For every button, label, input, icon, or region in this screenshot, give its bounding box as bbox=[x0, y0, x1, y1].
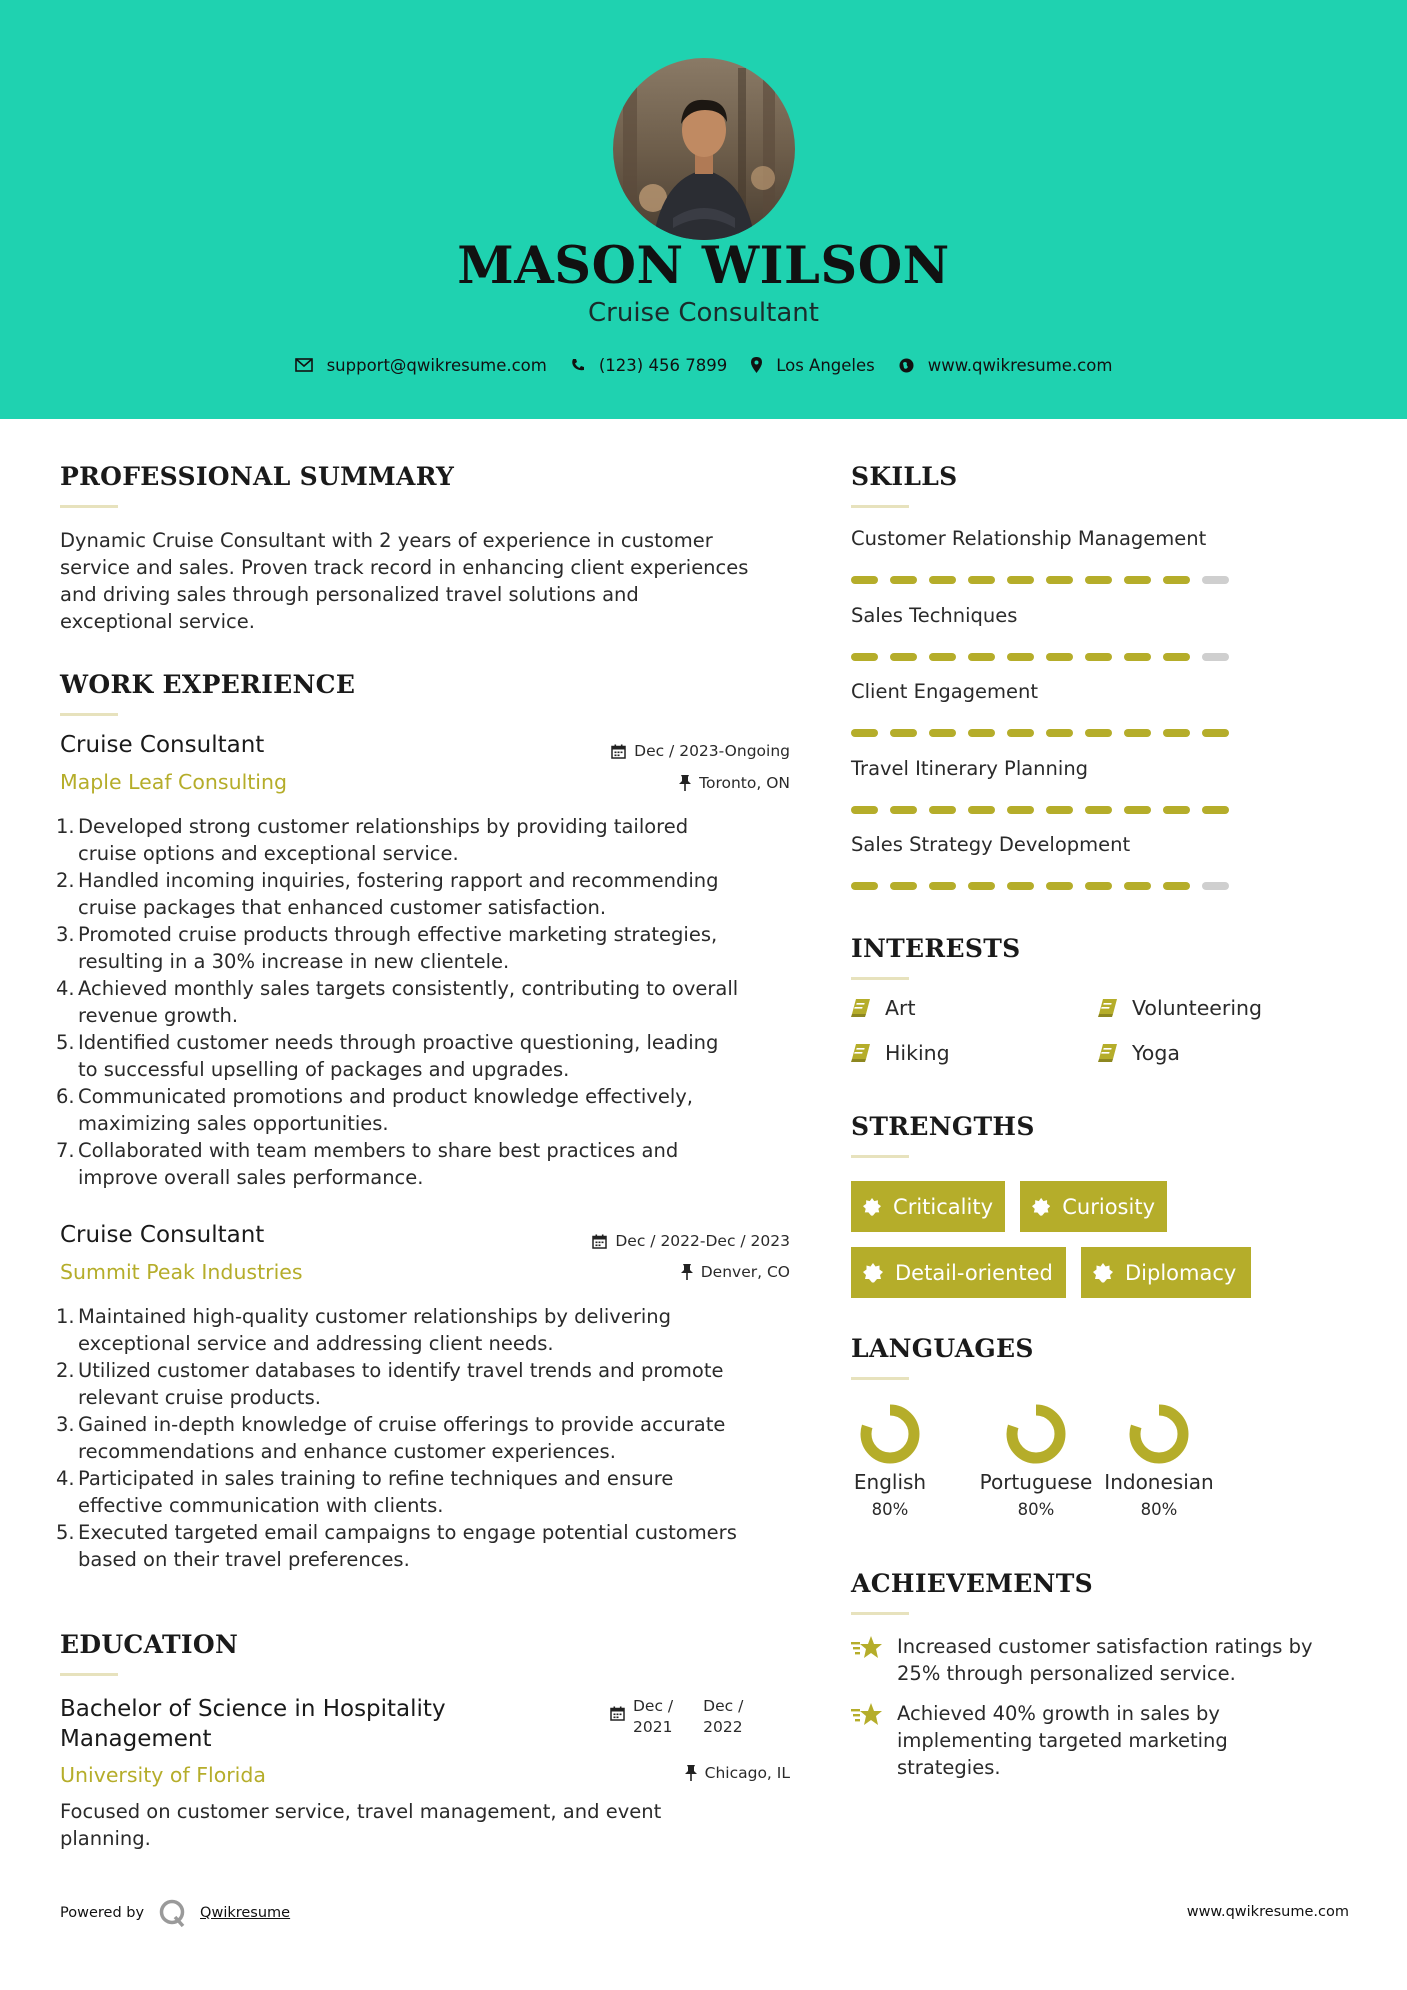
qwikresume-logo-icon bbox=[158, 1898, 188, 1928]
skill-dash-filled bbox=[929, 653, 956, 661]
strength-tag: Curiosity bbox=[1020, 1181, 1167, 1232]
job-1-title: Cruise Consultant bbox=[60, 732, 265, 758]
skill-meter bbox=[851, 806, 1229, 814]
star-icon bbox=[851, 1702, 883, 1728]
list-item: 1. Maintained high-quality customer relationships by delivering exceptional service and addressing client needs. bbox=[56, 1305, 671, 1355]
calendar-icon bbox=[611, 744, 626, 759]
map-pin-icon bbox=[751, 357, 762, 373]
list-item: 6. Communicated promotions and product knowledge effectively, maximizing sales opportunities. bbox=[56, 1085, 693, 1135]
achievement-item: Increased customer satisfaction ratings by 25% through personalized service. bbox=[851, 1633, 1351, 1687]
skill-name: Customer Relationship Management bbox=[851, 527, 1207, 550]
skill-dash-filled bbox=[1163, 806, 1190, 814]
profile-photo bbox=[613, 58, 795, 240]
skill-dash-empty bbox=[1202, 882, 1229, 890]
skill-dash-filled bbox=[968, 653, 995, 661]
job-1-dates: Dec / 2023-Ongoing bbox=[611, 742, 790, 760]
interests-title: INTERESTS bbox=[851, 934, 1021, 963]
skill-dash-filled bbox=[968, 576, 995, 584]
list-item: 4. Participated in sales training to refine techniques and ensure effective communication with clients. bbox=[56, 1467, 674, 1517]
skill-meter bbox=[851, 729, 1229, 737]
interests-divider bbox=[851, 977, 909, 980]
job-2-bullets bbox=[56, 1303, 800, 1573]
book-icon bbox=[851, 998, 871, 1018]
phone-text: (123) 456 7899 bbox=[598, 355, 728, 375]
language-ring-arc bbox=[1135, 1410, 1183, 1458]
skill-dash-filled bbox=[929, 729, 956, 737]
strength-tag: Detail-oriented bbox=[851, 1247, 1066, 1298]
book-icon bbox=[1098, 998, 1118, 1018]
skill-dash-filled bbox=[851, 653, 878, 661]
interest-item: Yoga bbox=[1098, 1041, 1180, 1065]
calendar-icon bbox=[592, 1234, 607, 1249]
skill-dash-filled bbox=[1163, 882, 1190, 890]
badge-icon bbox=[863, 1197, 881, 1217]
contact-website[interactable] bbox=[899, 356, 1113, 375]
footer-website[interactable]: www.qwikresume.com bbox=[1186, 1904, 1349, 1920]
skill-dash-filled bbox=[968, 882, 995, 890]
list-item: 2. Handled incoming inquiries, fostering rapport and recommending cruise packages that enhanced customer satisfaction. bbox=[56, 869, 719, 919]
language-ring bbox=[1127, 1402, 1191, 1466]
education-dates bbox=[610, 1696, 743, 1738]
skill-dash-filled bbox=[1007, 576, 1034, 584]
skills-title: SKILLS bbox=[851, 462, 958, 491]
skill-dash-filled bbox=[1202, 806, 1229, 814]
skill-dash-filled bbox=[1007, 729, 1034, 737]
skill-dash-filled bbox=[968, 729, 995, 737]
interest-item: Volunteering bbox=[1098, 996, 1262, 1020]
calendar-icon bbox=[610, 1706, 625, 1721]
list-item: 2. Utilized customer databases to identify travel trends and promote relevant cruise products. bbox=[56, 1359, 724, 1409]
language-item bbox=[820, 1402, 960, 1519]
skill-dash-empty bbox=[1202, 576, 1229, 584]
skill-dash-filled bbox=[1163, 729, 1190, 737]
skill-name: Travel Itinerary Planning bbox=[851, 756, 1089, 780]
interest-item: Art bbox=[851, 996, 916, 1020]
education-description: Focused on customer service, travel management, and event planning. bbox=[60, 1800, 662, 1850]
skill-name: Client Engagement bbox=[851, 680, 1039, 703]
contact-phone[interactable] bbox=[571, 356, 727, 375]
skill-dash-filled bbox=[1124, 576, 1151, 584]
skill-dash-filled bbox=[1124, 729, 1151, 737]
location-text: Los Angeles bbox=[776, 355, 875, 375]
header-band bbox=[0, 0, 1407, 419]
skill-dash-filled bbox=[890, 576, 917, 584]
list-item: 3. Promoted cruise products through effective marketing strategies, resulting in a 30% increase in new clientele. bbox=[56, 923, 718, 973]
skill-dash-filled bbox=[1085, 729, 1112, 737]
skill-dash-filled bbox=[968, 806, 995, 814]
summary-text: Dynamic Cruise Consultant with 2 years of experience in customer service and sales. Proven track record in enhancing client experiences and driving sales through personalized travel solutions and exceptional service. bbox=[60, 529, 749, 633]
strength-tag: Criticality bbox=[851, 1181, 1005, 1232]
skill-dash-filled bbox=[1046, 653, 1073, 661]
language-ring bbox=[858, 1402, 922, 1466]
skill-dash-filled bbox=[1124, 882, 1151, 890]
strengths-title: STRENGTHS bbox=[851, 1112, 1035, 1141]
skill-dash-filled bbox=[929, 806, 956, 814]
skill-dash-filled bbox=[1046, 882, 1073, 890]
education-location: Chicago, IL bbox=[685, 1764, 790, 1782]
achievements-title: ACHIEVEMENTS bbox=[851, 1569, 1093, 1598]
achievements-divider bbox=[851, 1612, 909, 1615]
education-divider bbox=[60, 1673, 118, 1676]
footer-powered-by: Powered by Qwikresume bbox=[60, 1898, 290, 1928]
skill-dash-filled bbox=[890, 806, 917, 814]
experience-title: WORK EXPERIENCE bbox=[60, 670, 356, 699]
experience-divider bbox=[60, 713, 118, 716]
skill-meter bbox=[851, 576, 1229, 584]
education-title: EDUCATION bbox=[60, 1630, 239, 1659]
language-ring-arc bbox=[866, 1410, 914, 1458]
skill-dash-filled bbox=[851, 576, 878, 584]
education-start: Dec / 2021 bbox=[633, 1697, 674, 1736]
list-item: 5. Executed targeted email campaigns to engage potential customers based on their travel preferences. bbox=[56, 1521, 737, 1571]
languages-title: LANGUAGES bbox=[851, 1334, 1034, 1363]
candidate-name: MASON WILSON bbox=[457, 236, 950, 296]
strengths-divider bbox=[851, 1155, 909, 1158]
phone-icon bbox=[571, 358, 585, 372]
degree-title: Bachelor of Science in Hospitality Management bbox=[60, 1696, 446, 1752]
list-item: 7. Collaborated with team members to share best practices and improve overall sales performance. bbox=[56, 1139, 679, 1189]
job-2-title: Cruise Consultant bbox=[60, 1222, 265, 1248]
languages-divider bbox=[851, 1377, 909, 1380]
badge-icon bbox=[863, 1263, 883, 1283]
badge-icon bbox=[1093, 1263, 1113, 1283]
job-2-company: Summit Peak Industries bbox=[60, 1260, 303, 1284]
job-1-location: Toronto, ON bbox=[679, 774, 790, 792]
skill-dash-filled bbox=[1163, 576, 1190, 584]
job-2-location: Denver, CO bbox=[681, 1263, 790, 1281]
skill-dash-filled bbox=[1124, 806, 1151, 814]
website-text: www.qwikresume.com bbox=[927, 355, 1113, 375]
skill-meter bbox=[851, 882, 1229, 890]
language-ring bbox=[1004, 1402, 1068, 1466]
pushpin-icon bbox=[679, 775, 691, 791]
list-item: 5. Identified customer needs through proactive questioning, leading to successful upselling of packages and upgrades. bbox=[56, 1031, 719, 1081]
skill-dash-filled bbox=[929, 882, 956, 890]
skill-name: Sales Strategy Development bbox=[851, 833, 1131, 856]
skill-dash-filled bbox=[1085, 576, 1112, 584]
strength-tag: Diplomacy bbox=[1081, 1247, 1251, 1298]
skill-dash-empty bbox=[1202, 653, 1229, 661]
skill-dash-filled bbox=[1007, 882, 1034, 890]
list-item: 4. Achieved monthly sales targets consistently, contributing to overall revenue growth. bbox=[56, 977, 739, 1027]
language-percent: 80% bbox=[1017, 1500, 1055, 1519]
language-percent: 80% bbox=[1140, 1500, 1178, 1519]
skill-dash-filled bbox=[851, 729, 878, 737]
job-1-bullets bbox=[56, 813, 800, 1191]
language-name: Portuguese bbox=[979, 1470, 1093, 1494]
pushpin-icon bbox=[681, 1264, 693, 1280]
list-item: 3. Gained in-depth knowledge of cruise offerings to provide accurate recommendations and enhance customer experiences. bbox=[56, 1413, 726, 1463]
skill-dash-filled bbox=[851, 882, 878, 890]
skill-dash-filled bbox=[1202, 729, 1229, 737]
job-2-dates: Dec / 2022-Dec / 2023 bbox=[592, 1232, 790, 1250]
badge-icon bbox=[1032, 1197, 1050, 1217]
skill-dash-filled bbox=[1163, 653, 1190, 661]
skill-dash-filled bbox=[1046, 729, 1073, 737]
contact-email[interactable] bbox=[295, 356, 547, 375]
star-icon bbox=[851, 1635, 883, 1661]
education-end: Dec / 2022 bbox=[703, 1697, 744, 1736]
skill-dash-filled bbox=[890, 882, 917, 890]
skill-dash-filled bbox=[1007, 653, 1034, 661]
pushpin-icon bbox=[685, 1765, 697, 1781]
school-name: University of Florida bbox=[60, 1763, 266, 1787]
language-item bbox=[966, 1402, 1106, 1519]
skill-dash-filled bbox=[890, 729, 917, 737]
skills-divider bbox=[851, 505, 909, 508]
skill-dash-filled bbox=[1124, 653, 1151, 661]
envelope-icon bbox=[295, 358, 313, 372]
skill-dash-filled bbox=[851, 806, 878, 814]
skill-meter bbox=[851, 653, 1229, 661]
skill-dash-filled bbox=[1046, 576, 1073, 584]
email-text: support@qwikresume.com bbox=[326, 355, 547, 375]
candidate-role: Cruise Consultant bbox=[588, 298, 819, 328]
skill-dash-filled bbox=[1007, 806, 1034, 814]
achievement-item: Achieved 40% growth in sales by implementing targeted marketing strategies. bbox=[851, 1700, 1351, 1781]
contact-location bbox=[751, 356, 875, 375]
skill-dash-filled bbox=[929, 576, 956, 584]
globe-icon bbox=[899, 358, 914, 373]
language-ring-arc bbox=[1012, 1410, 1060, 1458]
qwikresume-link[interactable]: Qwikresume bbox=[200, 1905, 291, 1921]
summary-title: PROFESSIONAL SUMMARY bbox=[60, 462, 455, 491]
language-percent: 80% bbox=[871, 1500, 909, 1519]
skill-dash-filled bbox=[1046, 806, 1073, 814]
language-item bbox=[1089, 1402, 1229, 1519]
skill-dash-filled bbox=[890, 653, 917, 661]
skill-dash-filled bbox=[1085, 653, 1112, 661]
skill-dash-filled bbox=[1085, 882, 1112, 890]
contact-bar bbox=[0, 352, 1407, 378]
summary-divider bbox=[60, 505, 118, 508]
book-icon bbox=[851, 1043, 871, 1063]
skill-dash-filled bbox=[1085, 806, 1112, 814]
skill-name: Sales Techniques bbox=[851, 603, 1018, 627]
job-1-company: Maple Leaf Consulting bbox=[60, 770, 288, 794]
book-icon bbox=[1098, 1043, 1118, 1063]
language-name: Indonesian bbox=[1104, 1470, 1214, 1494]
language-name: English bbox=[853, 1470, 927, 1494]
interest-item: Hiking bbox=[851, 1041, 950, 1065]
list-item: 1. Developed strong customer relationships by providing tailored cruise options and exceptional service. bbox=[56, 815, 689, 865]
